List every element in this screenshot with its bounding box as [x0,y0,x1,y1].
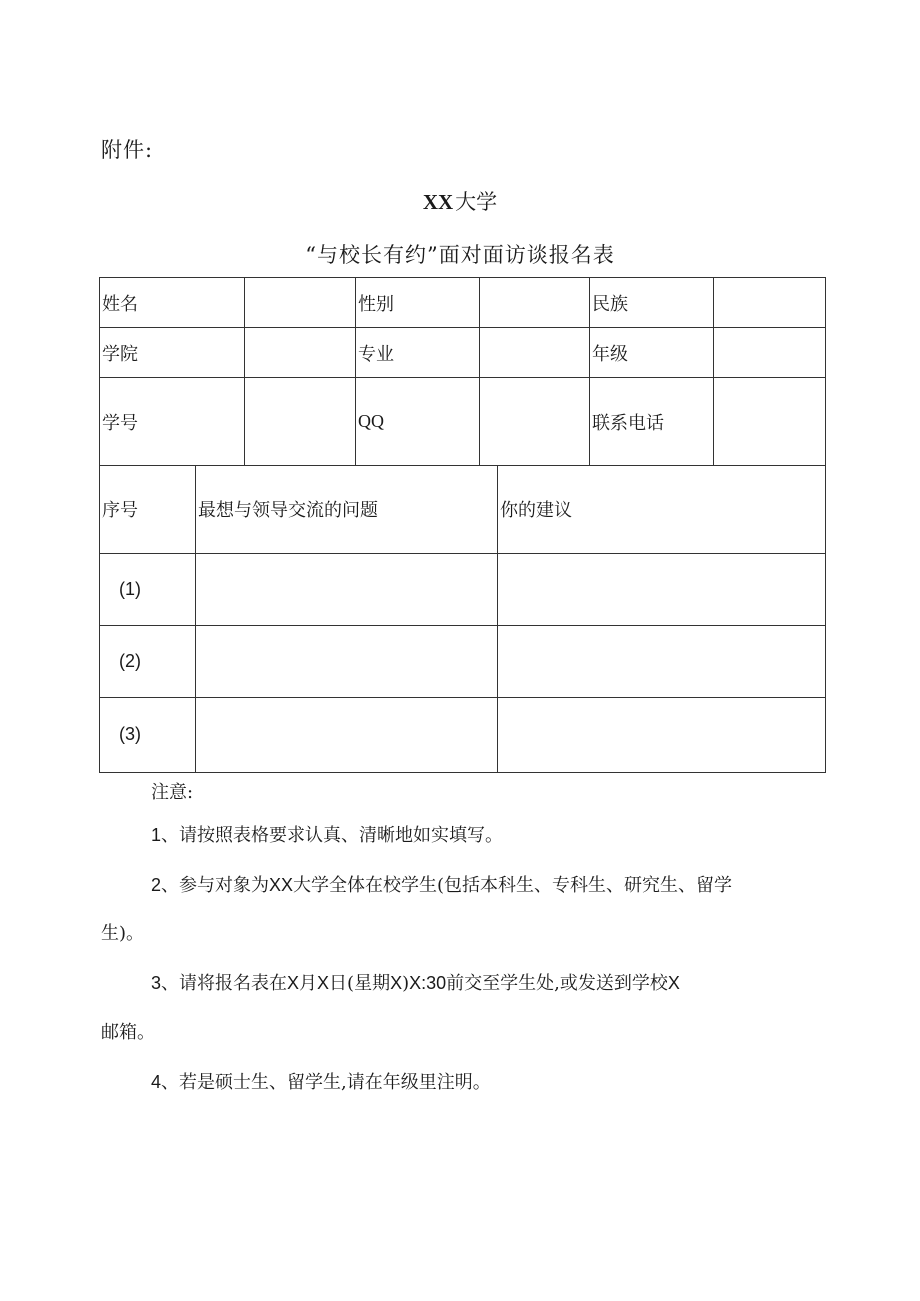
row-seq: (2) [100,625,196,697]
label-college: 学院 [100,328,245,378]
row-question-field[interactable] [196,697,498,772]
notes-heading: 注意: [151,782,194,803]
table-row [100,625,826,697]
field-name[interactable] [245,278,356,328]
info-row-3 [100,378,826,466]
note-3-number: 3 [151,973,162,993]
personal-info-table [99,277,826,466]
label-name: 姓名 [100,278,245,328]
note-2-number: 2 [151,875,162,895]
university-title-name: 大学 [455,190,498,214]
note-1-number: 1 [151,825,162,845]
table-row [100,697,826,772]
row-question-field[interactable] [196,625,498,697]
table-row [100,553,826,625]
row-seq: (3) [100,697,196,772]
university-title [0,186,920,216]
note-2-text-a: 、参与对象为 [161,875,270,896]
info-row-2 [100,328,826,378]
label-phone: 联系电话 [590,378,714,466]
note-3-weekday: X [390,973,403,993]
header-seq: 序号 [100,465,196,553]
field-college[interactable] [245,328,356,378]
header-question: 最想与领导交流的问题 [196,465,498,553]
question-header-row [100,465,826,553]
note-3-text-d: ) [402,973,410,994]
question-table [99,465,826,773]
label-ethnicity: 民族 [590,278,714,328]
field-gender[interactable] [480,278,590,328]
note-1-text: 、请按照表格要求认真、清晰地如实填写。 [161,825,504,846]
field-phone[interactable] [714,378,826,466]
note-4-text: 、若是硕士生、留学生,请在年级里注明。 [161,1072,491,1093]
note-3-day: X [317,973,330,993]
note-3-text-e: 前交至学生处,或发送到学校 [446,973,668,994]
form-title: “与校长有约”面对面访谈报名表 [305,243,615,267]
label-grade: 年级 [590,328,714,378]
note-3-month: X [287,973,300,993]
label-gender: 性别 [356,278,480,328]
note-item-2-continued: 生)。 [101,923,145,944]
field-grade[interactable] [714,328,826,378]
field-student-id[interactable] [245,378,356,466]
label-major: 专业 [356,328,480,378]
field-qq[interactable] [480,378,590,466]
note-3-mailbox: X [667,973,680,993]
university-title-xx: XX [422,190,454,214]
label-student-id: 学号 [100,378,245,466]
note-item-4 [151,1068,875,1094]
row-question-field[interactable] [196,553,498,625]
note-2-xx: XX [269,875,294,895]
note-3-text-b: 月 [299,973,318,994]
header-suggestion: 你的建议 [498,465,826,553]
note-3-time: X:30 [409,973,447,993]
row-seq: (1) [100,553,196,625]
note-item-3 [151,969,875,995]
note-4-number: 4 [151,1072,162,1092]
row-suggestion-field[interactable] [498,625,826,697]
note-item-2 [151,871,875,897]
row-suggestion-field[interactable] [498,553,826,625]
field-major[interactable] [480,328,590,378]
field-ethnicity[interactable] [714,278,826,328]
row-suggestion-field[interactable] [498,697,826,772]
note-3-text-a: 、请将报名表在 [161,973,288,994]
label-qq: QQ [356,378,480,466]
note-2-text-b: 大学全体在校学生(包括本科生、专科生、研究生、留学 [293,875,733,896]
note-3-text-c: 日(星期 [329,973,391,994]
note-item-1 [151,821,875,847]
note-item-3-continued: 邮箱。 [101,1022,155,1043]
info-row-1 [100,278,826,328]
attachment-label: 附件: [101,138,154,162]
